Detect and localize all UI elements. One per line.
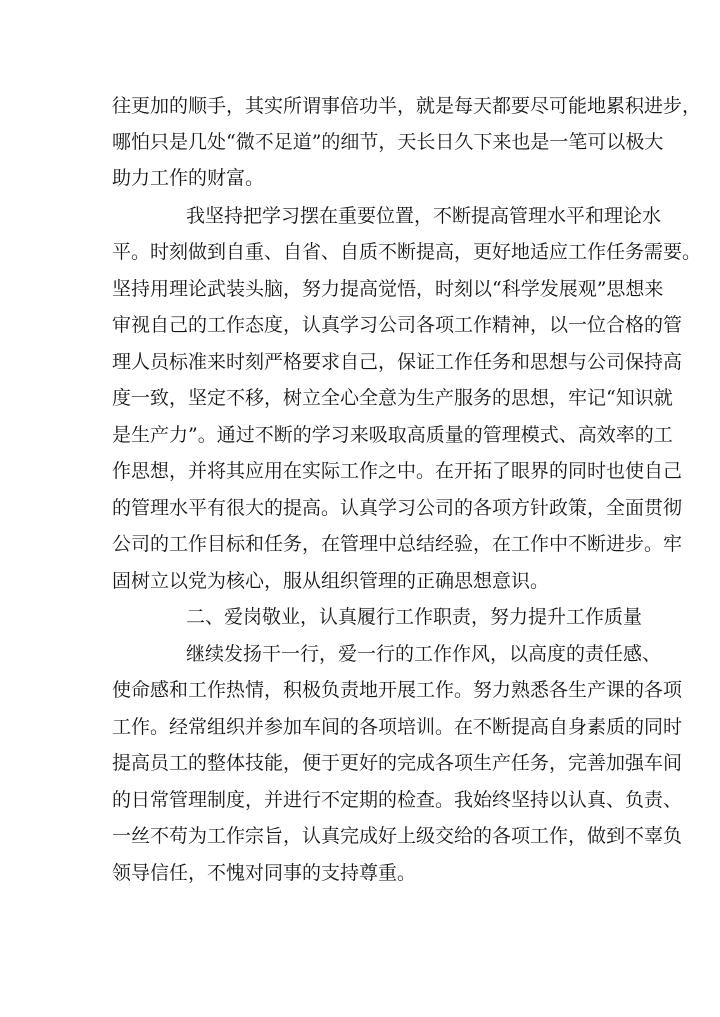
text-line: 坚持用理论武装头脑，努力提高觉悟，时刻以“科学发展观”思想来	[112, 278, 664, 300]
text-line: 我坚持把学习摆在重要位置，不断提高管理水平和理论水	[186, 205, 662, 227]
text-line: 固树立以党为核心，服从组织管理的正确思想意识。	[112, 570, 550, 592]
text-line: 继续发扬干一行，爱一行的工作作风，以高度的责任感、	[186, 643, 662, 665]
text-line: 审视自己的工作态度，认真学习公司各项工作精神，以一位合格的管	[112, 314, 683, 336]
text-line: 一丝不苟为工作宗旨，认真完成好上级交给的各项工作，做到不辜负	[112, 825, 683, 847]
text-line: 往更加的顺手，其实所谓事倍功半，就是每天都要尽可能地累积进步，	[112, 95, 702, 117]
text-line: 使命感和工作热情，积极负责地开展工作。努力熟悉各生产课的各项	[112, 679, 683, 701]
text-line: 助力工作的财富。	[112, 167, 265, 189]
text-line: 度一致，坚定不移，树立全心全意为生产服务的思想，牢记“知识就	[112, 387, 673, 409]
text-line: 领导信任，不愧对同事的支持尊重。	[112, 862, 417, 884]
text-line: 的日常管理制度，并进行不定期的检查。我始终坚持以认真、负责、	[112, 789, 683, 811]
text-line: 哪怕只是几处“微不足道”的细节，天长日久下来也是一笔可以极大	[112, 131, 664, 153]
text-line: 作思想，并将其应用在实际工作之中。在开拓了眼界的同时也使自己	[112, 460, 683, 482]
text-line: 理人员标准来时刻严格要求自己，保证工作任务和思想与公司保持高	[112, 351, 683, 373]
text-line: 平。时刻做到自重、自省、自质不断提高，更好地适应工作任务需要。	[112, 241, 702, 263]
text-line: 公司的工作目标和任务，在管理中总结经验，在工作中不断进步。牢	[112, 533, 683, 555]
text-line: 是生产力”。通过不断的学习来吸取高质量的管理模式、高效率的工	[112, 424, 673, 446]
text-line: 提高员工的整体技能，便于更好的完成各项生产任务，完善加强车间	[112, 752, 683, 774]
text-line: 工作。经常组织并参加车间的各项培训。在不断提高自身素质的同时	[112, 716, 683, 738]
section-heading: 二、爱岗敬业，认真履行工作职责，努力提升工作质量	[186, 606, 643, 628]
text-line: 的管理水平有很大的提高。认真学习公司的各项方针政策，全面贯彻	[112, 497, 683, 519]
